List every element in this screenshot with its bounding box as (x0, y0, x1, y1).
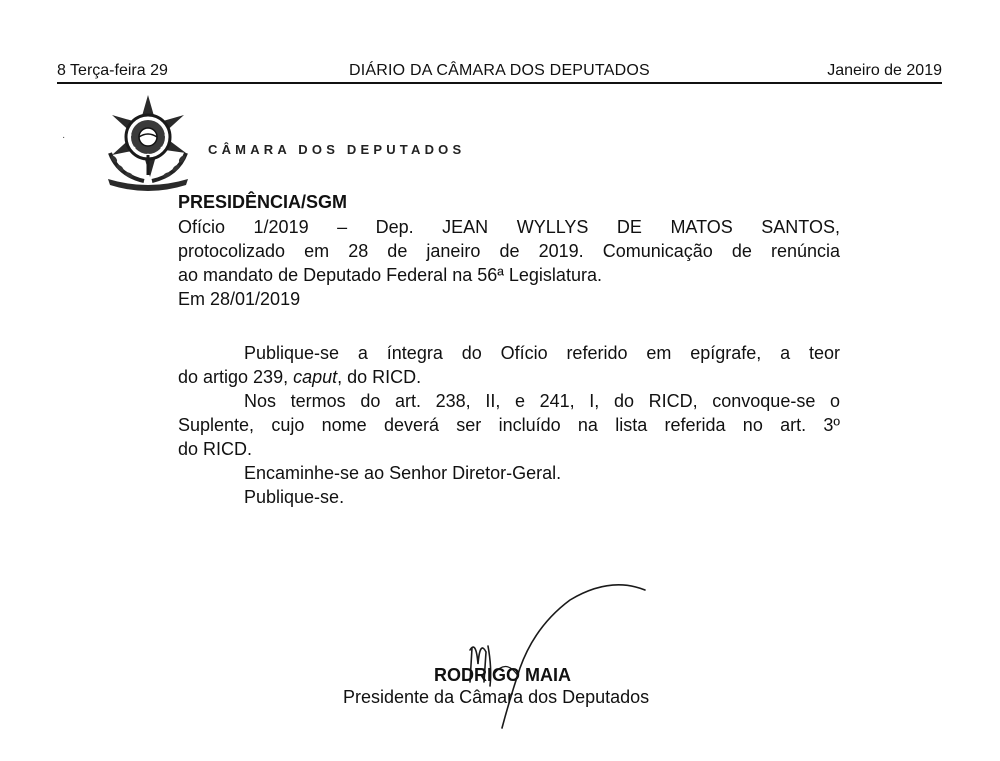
despacho-paragraph-4 (178, 485, 840, 509)
despacho-p4: Publique-se. (244, 487, 345, 507)
header-page-info: 8 Terça-feira 29 (57, 62, 168, 79)
despacho-block (178, 341, 840, 509)
despacho-paragraph-3 (178, 461, 840, 485)
oficio-block (178, 215, 840, 311)
despacho-p1-line-2 (178, 365, 840, 389)
despacho-p3: Encaminhe-se ao Senhor Diretor-Geral. (244, 463, 562, 483)
section-heading: PRESIDÊNCIA/SGM (178, 192, 348, 212)
despacho-p2-line-1: Nos termos do art. 238, II, e 241, I, do RICD, convoque-se o (244, 391, 840, 411)
header-date: Janeiro de 2019 (827, 62, 942, 79)
oficio-line-2: protocolizado em 28 de janeiro de 2019. Comunicação de renúncia (178, 241, 840, 261)
coat-of-arms-seal-icon (100, 93, 196, 191)
oficio-line-3: ao mandato de Deputado Federal na 56ª Legislatura. (178, 265, 602, 285)
despacho-p2-line-3: do RICD. (178, 439, 253, 459)
handwritten-signature (440, 578, 660, 738)
margin-mark: · (62, 132, 66, 143)
header-rule (57, 82, 942, 84)
despacho-p2-line-2: Suplente, cujo nome deverá ser incluído na lista referida no art. 3º (178, 415, 840, 435)
header-publication-title: DIÁRIO DA CÂMARA DOS DEPUTADOS (349, 62, 650, 79)
institution-name: CÂMARA DOS DEPUTADOS (208, 142, 466, 157)
despacho-p1-line-1: Publique-se a íntegra do Ofício referido em epígrafe, a teor (244, 343, 840, 363)
oficio-line-1: Ofício 1/2019 – Dep. JEAN WYLLYS DE MATOS SANTOS, (178, 217, 840, 237)
despacho-p1-line-2-pre: do artigo 239, (178, 367, 294, 387)
despacho-p1-line-2-post: , do RICD. (337, 367, 422, 387)
signer-title: Presidente da Câmara dos Deputados (343, 687, 650, 707)
running-header (57, 60, 942, 84)
oficio-date: Em 28/01/2019 (178, 289, 301, 309)
despacho-p1-caput: caput (293, 367, 338, 387)
despacho-paragraph-1 (178, 341, 840, 389)
signer-name: RODRIGO MAIA (434, 665, 571, 685)
despacho-paragraph-2 (178, 389, 840, 461)
